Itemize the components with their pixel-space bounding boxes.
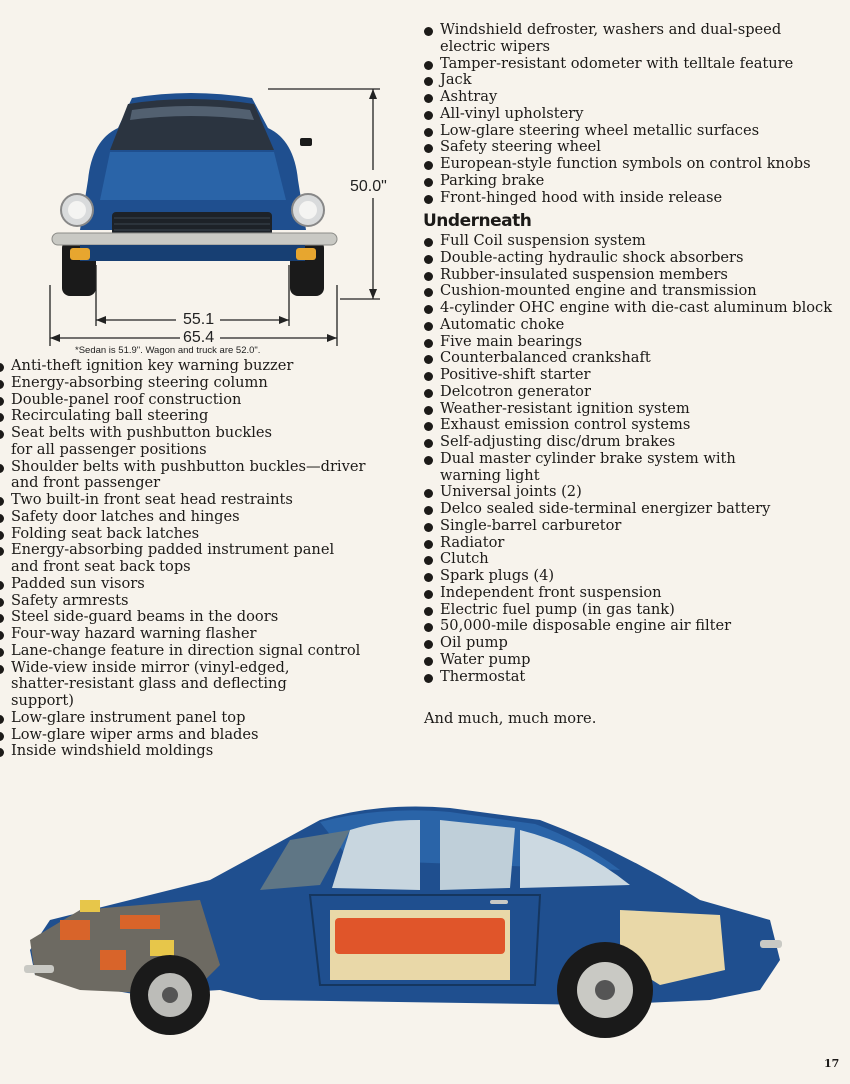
list-item: Windshield defroster, washers and dual-speed electric wipers (423, 22, 820, 56)
list-item: Spark plugs (4) (423, 568, 843, 585)
list-item: Universal joints (2) (423, 484, 843, 501)
list-item: Cushion-mounted engine and transmission (423, 283, 843, 300)
list-item: Safety armrests (0, 593, 394, 610)
list-item: Inside windshield moldings (0, 743, 394, 760)
list-item: Parking brake (423, 173, 843, 190)
list-item: Automatic choke (423, 317, 843, 334)
list-item: Full Coil suspension system (423, 233, 843, 250)
list-item: Clutch (423, 551, 843, 568)
list-item: Counterbalanced crankshaft (423, 350, 843, 367)
list-item: Tamper-resistant odometer with telltale feature (423, 56, 843, 73)
list-item: 50,000-mile disposable engine air filter (423, 618, 843, 635)
list-item: All-vinyl upholstery (423, 106, 843, 123)
list-item: Front-hinged hood with inside release (423, 190, 843, 207)
list-item: Shoulder belts with pushbutton buckles—driver and front passenger (0, 459, 381, 493)
list-item: Seat belts with pushbutton buckles for all passenger positions (0, 425, 281, 459)
list-item: Water pump (423, 652, 843, 669)
list-item: Dual master cylinder brake system with warning light (423, 451, 740, 485)
list-item: Lane-change feature in direction signal control (0, 643, 394, 660)
list-item: Jack (423, 72, 843, 89)
list-item: Safety steering wheel (423, 139, 843, 156)
list-item: Four-way hazard warning flasher (0, 626, 394, 643)
list-item: Two built-in front seat head restraints (0, 492, 394, 509)
height-dimension-label: 50.0" (350, 178, 387, 195)
track-dimension-label: 55.1 (183, 311, 215, 328)
list-item: Double-panel roof construction (0, 392, 394, 409)
list-item: European-style function symbols on control knobs (423, 156, 843, 173)
safety-features-list (0, 358, 394, 760)
list-item: Exhaust emission control systems (423, 417, 843, 434)
page-number: 17 (824, 1057, 840, 1070)
list-item: Double-acting hydraulic shock absorbers (423, 250, 843, 267)
dimension-footnote: *Sedan is 51.9". Wagon and truck are 52.0". (75, 345, 261, 356)
list-item: Low-glare instrument panel top (0, 710, 394, 727)
list-item: Thermostat (423, 669, 843, 686)
list-item: Delco sealed side-terminal energizer battery (423, 501, 843, 518)
list-item: Steel side-guard beams in the doors (0, 609, 394, 626)
underneath-features-list (423, 233, 843, 685)
interior-features-list (423, 22, 843, 206)
list-item: Self-adjusting disc/drum brakes (423, 434, 843, 451)
closing-text: And much, much more. (424, 710, 597, 727)
side-cutaway-car-figure (20, 800, 820, 1050)
width-dimension-label: 65.4 (183, 329, 215, 346)
list-item: Low-glare steering wheel metallic surfaces (423, 123, 843, 140)
list-item: Electric fuel pump (in gas tank) (423, 602, 843, 619)
list-item: Wide-view inside mirror (vinyl-edged, shatter-resistant glass and deflecting support) (0, 660, 301, 710)
list-item: Delcotron generator (423, 384, 843, 401)
list-item: Low-glare wiper arms and blades (0, 727, 394, 744)
list-item: Recirculating ball steering (0, 408, 394, 425)
list-item: Padded sun visors (0, 576, 394, 593)
list-item: Safety door latches and hinges (0, 509, 394, 526)
front-car-drawing (40, 80, 400, 360)
list-item: Folding seat back latches (0, 526, 394, 543)
list-item: 4-cylinder OHC engine with die-cast aluminum block (423, 300, 835, 317)
list-item: Oil pump (423, 635, 843, 652)
list-item: Weather-resistant ignition system (423, 401, 843, 418)
list-item: Independent front suspension (423, 585, 843, 602)
list-item: Positive-shift starter (423, 367, 843, 384)
list-item: Radiator (423, 535, 843, 552)
side-car-drawing (20, 800, 820, 1050)
list-item: Rubber-insulated suspension members (423, 267, 843, 284)
list-item: Five main bearings (423, 334, 843, 351)
list-item: Anti-theft ignition key warning buzzer (0, 358, 394, 375)
list-item: Single-barrel carburetor (423, 518, 843, 535)
list-item: Ashtray (423, 89, 843, 106)
list-item: Energy-absorbing padded instrument panel and front seat back tops (0, 542, 351, 576)
front-view-car-figure (40, 80, 400, 360)
list-item: Energy-absorbing steering column (0, 375, 394, 392)
underneath-heading: Underneath (423, 211, 532, 231)
